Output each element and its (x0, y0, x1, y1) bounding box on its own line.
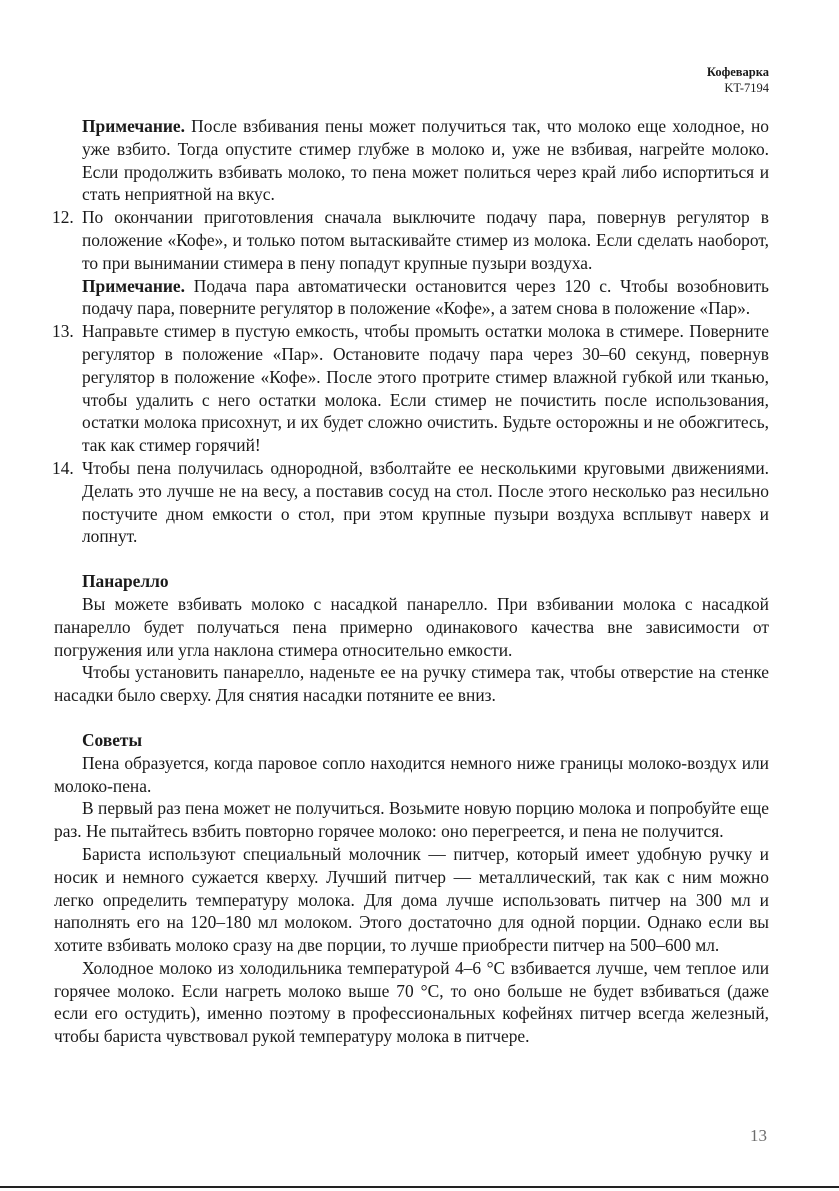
note-text: Подача пара автоматически остановится через 120 с. Чтобы возобновить подачу пара, поверните регулятор в положение «Кофе», а затем снова в положение «Пар». (82, 275, 769, 319)
tips-paragraph: В первый раз пена может не получиться. Возьмите новую порцию молока и попробуйте еще раз. Не пытайтесь взбить повторно горячее молоко: оно перегреется, и пена не получится. (54, 798, 769, 842)
panarello-paragraph: Вы можете взбивать молоко с насадкой панарелло. При взбивании молока с насадкой панарелло будет получаться пена примерно одинакового качества вне зависимости от погружения или угла наклона стимера относительно емкости. (54, 593, 769, 660)
list-item-text: По окончании приготовления сначала выключите подачу пара, повернув регулятор в положение «Кофе», и только потом вытаскивайте стимер из молока. Если сделать наоборот, то при вынимании стимера в пену попадут крупные пузыри воздуха. (82, 207, 769, 273)
list-item-text: Чтобы пена получилась однородной, взболтайте ее несколькими круговыми движениями. Делать это лучше не на весу, а поставив сосуд на стол. После этого несколько раз несильно постучите дном емкости о стол, при этом крупные пузыри воздуха всплывут наверх и лопнут. (82, 457, 769, 547)
page-number: 13 (750, 1126, 767, 1145)
page-content (54, 115, 769, 1048)
list-item-number: 12. (52, 207, 74, 228)
list-item-text: Направьте стимер в пустую емкость, чтобы промыть остатки молока в стимере. Поверните регулятор в положение «Пар». Остановите подачу пара через 30–60 секунд, повернув регулятор в положение «Кофе». После этого протрите стимер влажной губкой или тканью, чтобы удалить с него остатки молока. Если стимер не почистить после использования, остатки молока присохнут, и их будет сложно очистить. Будьте осторожны и не обожгитесь, так как стимер горячий! (82, 321, 769, 456)
tips-paragraph: Пена образуется, когда паровое сопло находится немного ниже границы молоко-воздух или молоко-пена. (54, 752, 769, 796)
list-item-12 (54, 206, 769, 320)
header-product-name: Кофеварка (706, 65, 769, 79)
section-title-tips: Советы (82, 729, 143, 750)
note-text: После взбивания пены может получиться так, что молоко еще холодное, но уже взбито. Тогда опустите стимер глубже в молоко и, уже не взбивая, нагрейте молоко. Если продолжить взбивать молоко, то пена может политься через край либо испортиться и стать неприятной на вкус. (82, 116, 769, 205)
section-title-panarello: Панарелло (82, 571, 169, 592)
header-model-code: KT-7194 (724, 81, 769, 95)
note-paragraph (82, 275, 769, 321)
list-item-number: 13. (52, 321, 74, 342)
page-header (707, 64, 769, 96)
list-item-14 (54, 457, 769, 548)
tips-paragraph: Бариста используют специальный молочник — питчер, который имеет удобную ручку и носик и немного сужается кверху. Лучший питчер — металлический, так как с ним можно легко определить температуру молока. Для дома лучше использовать питчер на 300 мл и наполнять его на 120–180 мл молоком. Этого достаточно для одной порции. Однако если вы хотите взбивать молоко сразу на две порции, то лучше приобрести питчер на 500–600 мл. (54, 843, 769, 956)
note-label: Примечание. (82, 116, 185, 136)
list-item-number: 14. (52, 457, 74, 478)
note-paragraph (54, 115, 769, 206)
tips-paragraph: Холодное молоко из холодильника температурой 4–6 °C взбивается лучше, чем теплое или горячее молоко. Если нагреть молоко выше 70 °C, то оно больше не будет взбиваться (даже если его остудить), именно поэтому в профессиональных кофейнях питчер всегда железный, чтобы бариста чувствовал рукой температуру молока в питчере. (54, 957, 769, 1047)
bottom-divider (0, 1186, 839, 1188)
note-label: Примечание. (82, 275, 185, 296)
list-item-13 (54, 320, 769, 457)
panarello-paragraph: Чтобы установить панарелло, наденьте ее на ручку стимера так, чтобы отверстие на стенке насадки было сверху. Для снятия насадки потяните ее вниз. (54, 662, 769, 706)
